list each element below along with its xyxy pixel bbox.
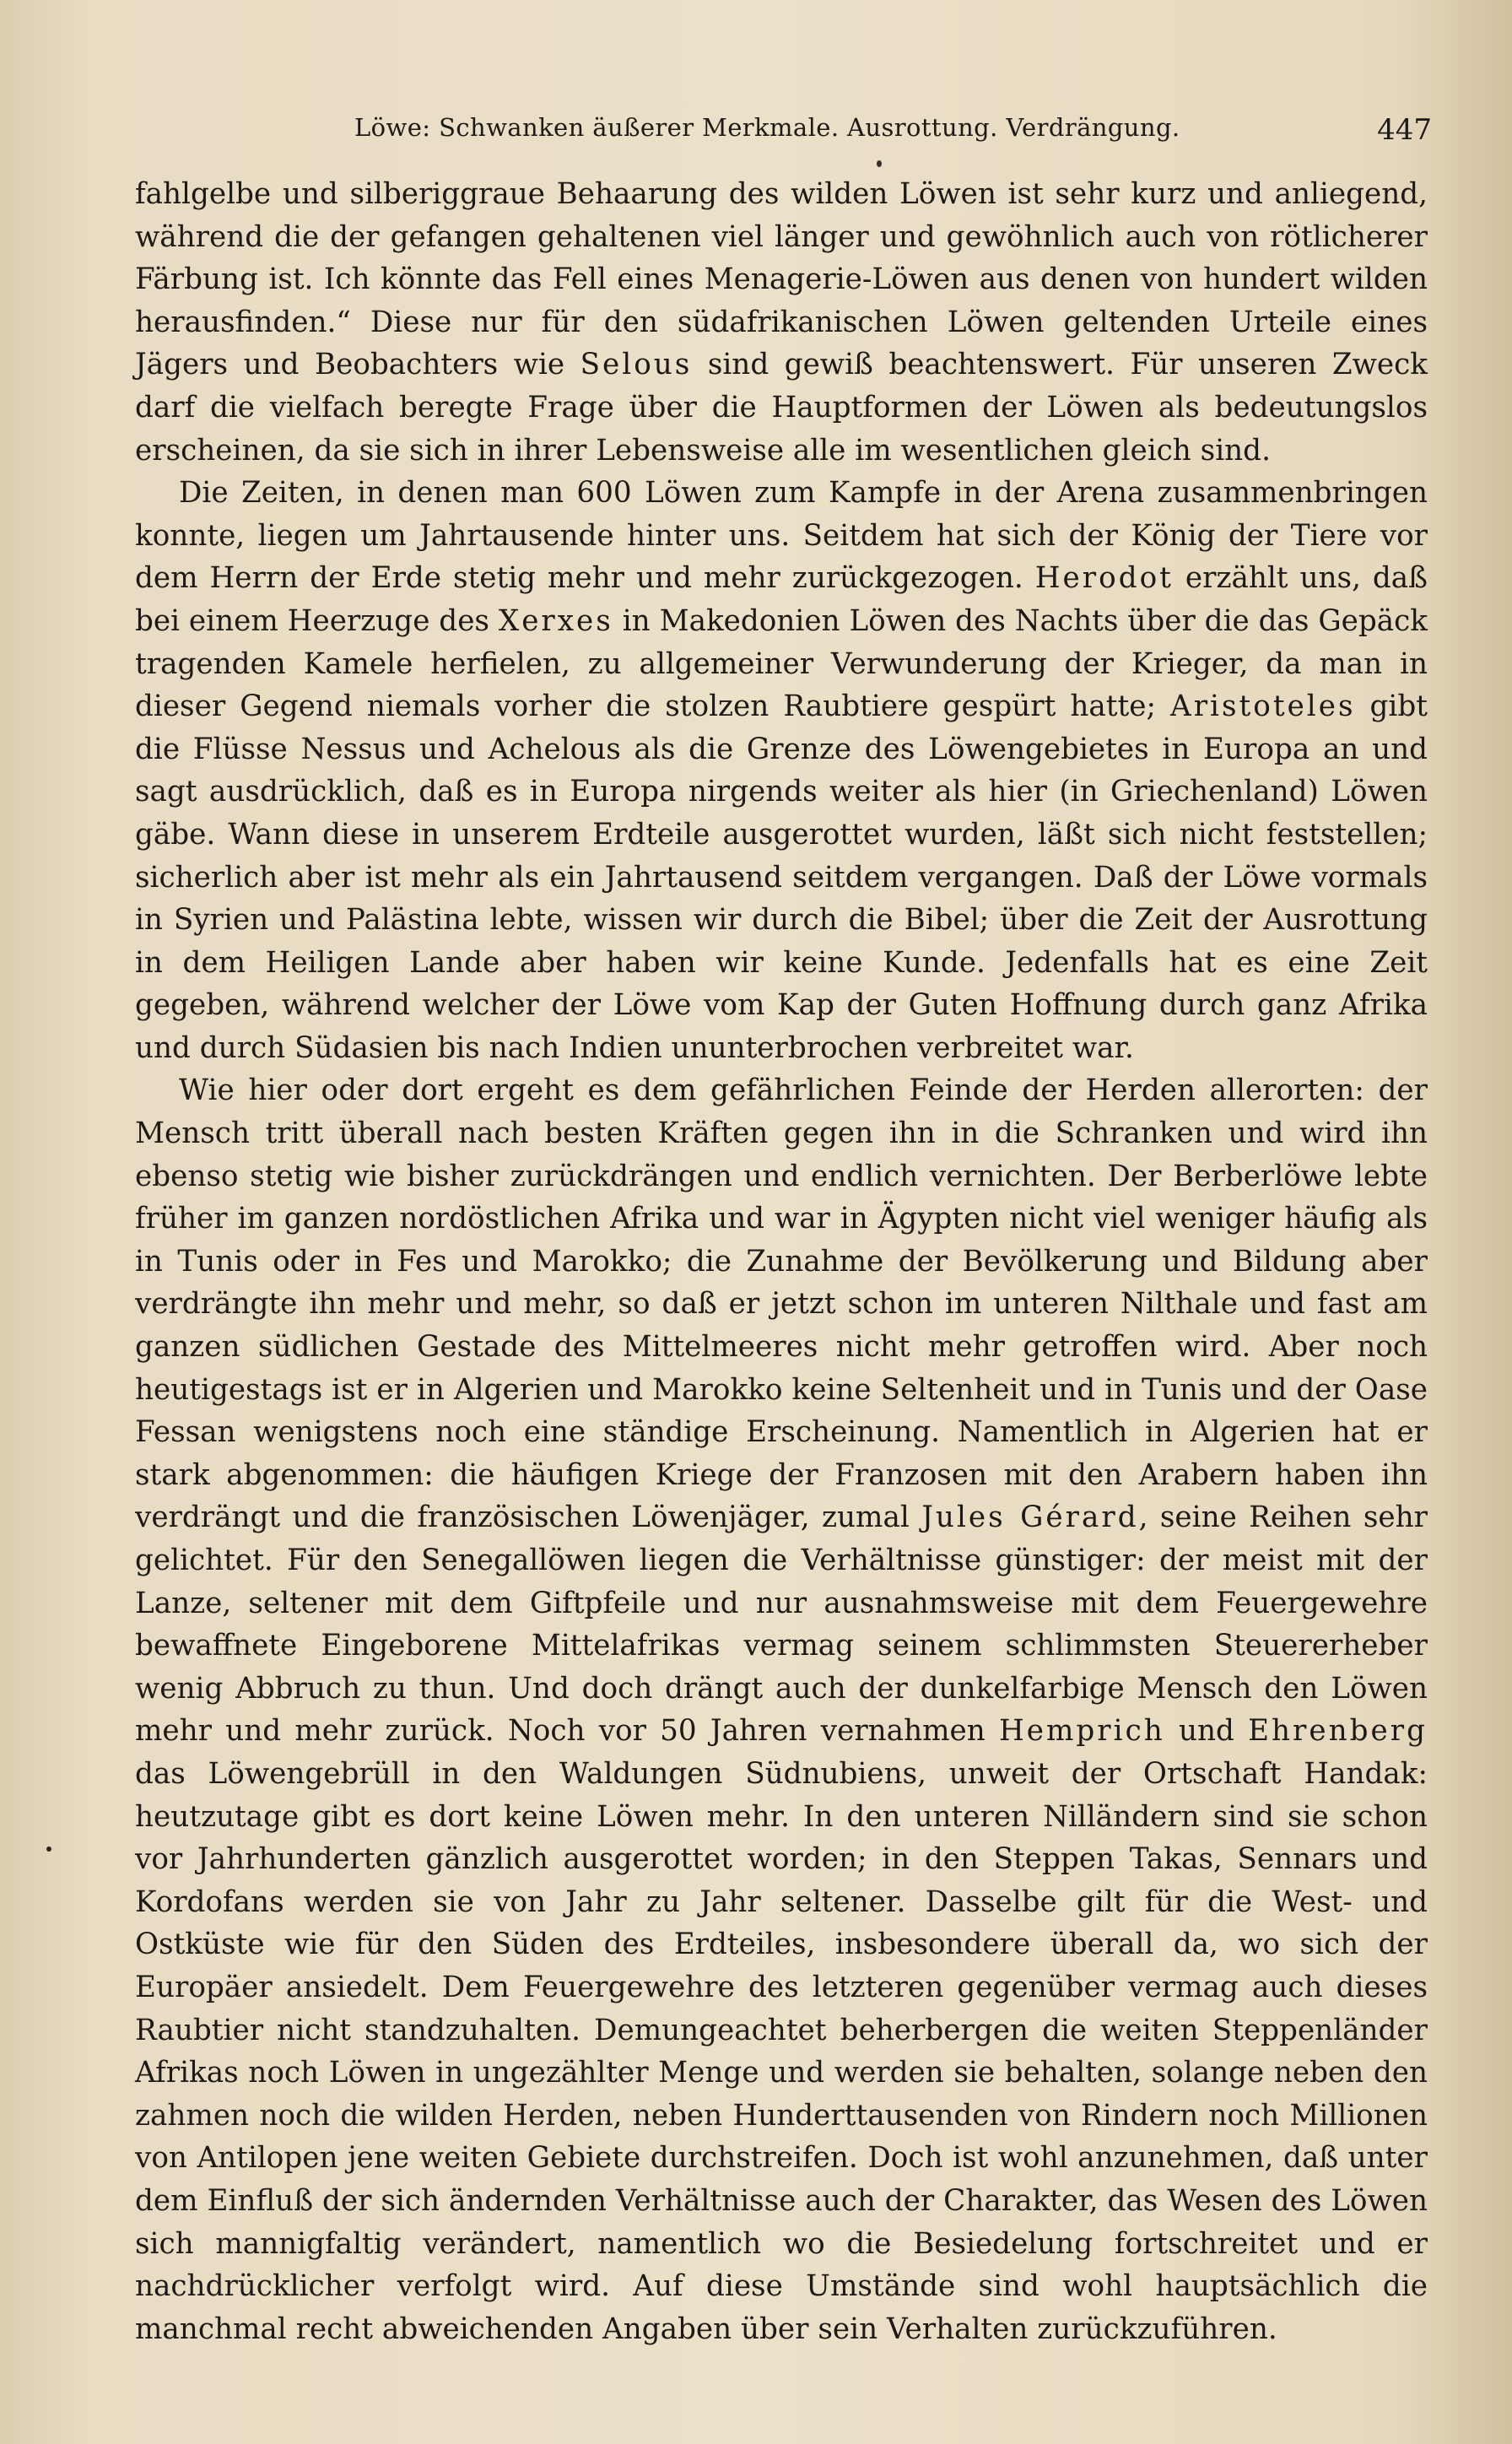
text-segment: und (1164, 1714, 1249, 1749)
person-name-xerxes: Xerxes (498, 603, 613, 638)
text-segment: erzählt uns, daß bei einem Heerzuge des (135, 561, 1428, 638)
page-header (127, 106, 1432, 157)
text-segment: in Makedonien Löwen des Nachts über die das Gepäck tragenden Kamele herfielen, zu allgemeiner Verwunderung der Krieger, da man in dieser Gegend niemals vorher die stolzen Raubtiere gespürt hatte; (135, 603, 1428, 724)
paragraph-2 (135, 472, 1428, 1069)
page-number: 447 (1377, 113, 1432, 147)
person-name-hemprich: Hemprich (998, 1714, 1165, 1749)
text-segment: fahlgelbe und silberiggraue Behaarung des wilden Löwen ist sehr kurz und anliegend, während die der gefangen gehaltenen viel länger und gewöhnlich auch von rötlicherer Färbung ist. Ich könnte das Fell eines Menagerie-Löwen aus denen von hundert wilden herausfinden.“ Diese nur für den südafrikanischen Löwen geltenden Urteile eines Jägers und Beobachters wie (135, 177, 1428, 382)
person-name-jules-gerard: Jules Gérard (921, 1500, 1139, 1535)
text-segment: Wie hier oder dort ergeht es dem gefährlichen Feinde der Herden allerorten: der Mensch tritt überall nach besten Kräften gegen ihn in die Schranken und wird ihn ebenso stetig wie bisher zurückdrängen und endlich vernichten. Der Berberlöwe lebte früher im ganzen nordöstlichen Afrika und war in Ägypten nicht viel weniger häufig als in Tunis oder in Fes und Marokko; die Zunahme der Bevölkerung und Bildung aber verdrängte ihn mehr und mehr, so daß er jetzt schon im unteren Nilthale und fast am ganzen südlichen Gestade des Mittelmeeres nicht mehr getroffen wird. Aber noch heutigestags ist er in Algerien und Marokko keine Seltenheit und in Tunis und der Oase Fessan wenigstens noch eine ständige Erscheinung. Namentlich in Algerien hat er stark abgenommen: die häufigen Kriege der Franzosen mit den Arabern haben ihn verdrängt und die französischen Löwenjäger, zumal (135, 1073, 1428, 1535)
text-segment: sind gewiß beachtenswert. Für unseren Zweck darf die vielfach beregte Frage über die Hauptformen der Löwen als bedeutungslos erscheinen, da sie sich in ihrer Lebensweise alle im wesentlichen gleich sind. (135, 348, 1428, 468)
ink-speck (877, 160, 882, 167)
author-name-herodot: Herodot (1034, 561, 1174, 596)
text-segment: gibt die Flüsse Nessus und Achelous als die Grenze des Löwengebietes in Europa an und sagt ausdrücklich, daß es in Europa nirgends weiter als hier (in Griechenland) Löwen gäbe. Wann diese in unserem Erdteile ausgerottet wurden, läßt sich nicht feststellen; sicherlich aber ist mehr als ein Jahrtausend seitdem vergangen. Daß der Löwe vormals in Syrien und Palästina lebte, wissen wir durch die Bibel; über die Zeit der Ausrottung in dem Heiligen Lande aber haben wir keine Kunde. Jedenfalls hat es eine Zeit gegeben, während welcher der Löwe vom Kap der Guten Hoffnung durch ganz Afrika und durch Südasien bis nach Indien ununterbrochen verbreitet war. (135, 689, 1428, 1065)
text-segment: , seine Reihen sehr gelichtet. Für den Senegallöwen liegen die Verhältnisse günstiger: der meist mit der Lanze, seltener mit dem Giftpfeile und nur ausnahmsweise mit dem Feuergewehre bewaffnete Eingeborene Mittelafrikas vermag seinem schlimmsten Steuererheber wenig Abbruch zu thun. Und doch drängt auch der dunkelfarbige Mensch den Löwen mehr und mehr zurück. Noch vor 50 Jahren vernahmen (135, 1500, 1428, 1749)
text-segment: das Löwengebrüll in den Waldungen Südnubiens, unweit der Ortschaft Handak: heutzutage gibt es dort keine Löwen mehr. In den unteren Nilländern sind sie schon vor Jahrhunderten gänzlich ausgerottet worden; in den Steppen Takas, Sennars und Kordofans werden sie von Jahr zu Jahr seltener. Dasselbe gilt für die West- und Ostküste wie für den Süden des Erdteiles, insbesondere überall da, wo sich der Europäer ansiedelt. Dem Feuergewehre des letzteren gegenüber vermag auch dieses Raubtier nicht standzuhalten. Demungeachtet beherbergen die weiten Steppenländer Afrikas noch Löwen in ungezählter Menge und werden sie behalten, solange neben den zahmen noch die wilden Herden, neben Hunderttausenden von Rindern noch Millionen von Antilopen jene weiten Gebiete durchstreifen. Doch ist wohl anzunehmen, daß unter dem Einfluß der sich ändernden Verhältnisse auch der Charakter, das Wesen des Löwen sich mannigfaltig verändert, namentlich wo die Besiedelung fortschreitet und er nachdrücklicher verfolgt wird. Auf diese Umstände sind wohl hauptsächlich die manchmal recht abweichenden Angaben über sein Verhalten zurückzuführen. (135, 1756, 1428, 2346)
author-name-aristoteles: Aristoteles (1170, 689, 1356, 724)
body-text (135, 173, 1428, 2350)
paragraph-3 (135, 1069, 1428, 2350)
paragraph-1 (135, 173, 1428, 472)
text-segment: Die Zeiten, in denen man 600 Löwen zum Kampfe in der Arena zusammenbringen konnte, liegen um Jahrtausende hinter uns. Seitdem hat sich der König der Tiere vor dem Herrn der Erde stetig mehr und mehr zurückgezogen. (135, 476, 1428, 596)
margin-mark (46, 1847, 51, 1852)
author-name-selous: Selous (580, 348, 693, 382)
person-name-ehrenberg: Ehrenberg (1248, 1714, 1428, 1749)
running-title: Löwe: Schwanken äußerer Merkmale. Ausrottung. Verdrängung. (354, 113, 1180, 142)
